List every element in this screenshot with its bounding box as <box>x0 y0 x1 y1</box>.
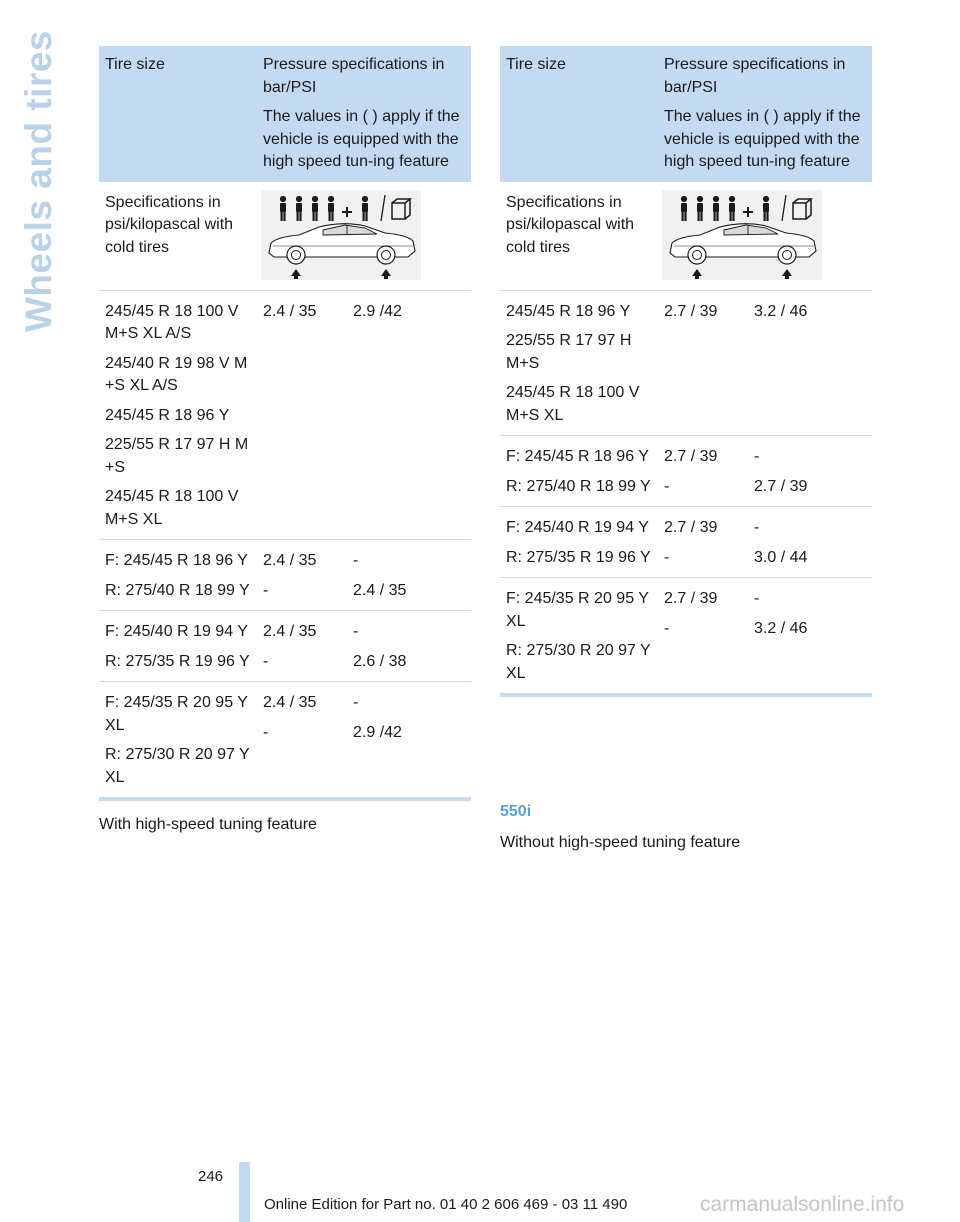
left-caption: With high-speed tuning feature <box>99 816 317 833</box>
tire-size: R: 275/35 R 19 96 Y <box>105 652 250 670</box>
tire-size: R: 275/40 R 18 99 Y <box>506 477 651 495</box>
front-pressure: 2.7 / 39 <box>664 302 718 320</box>
front-pressure: 2.4 / 35 <box>263 302 317 320</box>
pressure-header-note: The values in ( ) apply if the vehicle is equipped with the high speed tun-ing feature <box>664 108 861 170</box>
rear-pressure: 2.9 /42 <box>353 723 402 741</box>
model-subheading: 550i <box>500 803 532 820</box>
rear-pressure: - <box>353 694 359 711</box>
right-caption: Without high-speed tuning feature <box>500 834 741 851</box>
pressure-header-note: The values in ( ) apply if the vehicle is equipped with the high speed tun-ing feature <box>263 108 460 170</box>
table-row <box>99 290 471 540</box>
tire-size: 245/45 R 18 96 Y <box>105 406 230 424</box>
front-pressure: - <box>263 652 269 670</box>
right-pressure-table <box>500 46 872 697</box>
table-header-row <box>500 46 872 182</box>
front-pressure: - <box>664 619 670 637</box>
rear-pressure: 2.6 / 38 <box>353 652 407 670</box>
rear-pressure: 2.9 /42 <box>353 302 402 320</box>
rear-pressure: - <box>353 552 359 569</box>
watermark: carmanualsonline.info <box>700 1193 905 1216</box>
pressure-header-text: Pressure specifications in bar/PSI <box>263 56 445 96</box>
front-pressure: - <box>263 723 269 741</box>
table-row <box>99 682 471 800</box>
left-pressure-table <box>99 46 471 801</box>
table-row <box>500 578 872 696</box>
table-header-row <box>99 46 471 182</box>
tire-size: R: 275/40 R 18 99 Y <box>105 581 250 599</box>
front-pressure: - <box>664 477 670 495</box>
rear-pressure: 3.2 / 46 <box>754 619 808 637</box>
tire-size: 245/45 R 18 100 V M+S XL A/S <box>105 302 239 342</box>
pressure-header <box>257 46 471 182</box>
tire-size: F: 245/35 R 20 95 Y XL <box>506 590 649 630</box>
tire-size: 245/40 R 19 98 V M +S XL A/S <box>105 354 248 394</box>
tire-size: F: 245/45 R 18 96 Y <box>506 448 649 465</box>
front-pressure: 2.7 / 39 <box>664 590 718 607</box>
load-pictogram <box>257 182 471 291</box>
rear-pressure: 3.2 / 46 <box>754 302 808 320</box>
tire-size: R: 275/30 R 20 97 Y XL <box>105 746 250 786</box>
table-row <box>500 436 872 507</box>
front-pressure: - <box>263 581 269 599</box>
footer-accent-bar <box>239 1162 250 1222</box>
rear-pressure: - <box>754 519 760 536</box>
pressure-header-text: Pressure specifications in bar/PSI <box>664 56 846 96</box>
tire-size-header-text: Tire size <box>506 56 566 73</box>
load-pictogram <box>658 182 872 291</box>
rear-pressure: 3.0 / 44 <box>754 548 808 566</box>
tire-size: 245/45 R 18 100 V M+S XL <box>105 488 239 528</box>
table-row <box>99 611 471 682</box>
front-pressure: 2.4 / 35 <box>263 552 317 569</box>
tire-size: 225/55 R 17 97 H M+S <box>506 332 632 372</box>
table-row <box>500 290 872 436</box>
tire-size: F: 245/40 R 19 94 Y <box>105 623 248 640</box>
rear-pressure: 2.7 / 39 <box>754 477 808 495</box>
page-number: 246 <box>198 1168 224 1185</box>
table-row <box>99 182 471 291</box>
tire-size: F: 245/45 R 18 96 Y <box>105 552 248 569</box>
side-chapter-title <box>10 30 68 360</box>
footer-edition-text: Online Edition for Part no. 01 40 2 606 469 - 03 11 490 <box>264 1196 628 1213</box>
rear-pressure: - <box>754 590 760 607</box>
tire-size: 245/45 R 18 100 V M+S XL <box>506 384 640 424</box>
tire-size-header <box>99 46 257 182</box>
table-row <box>500 507 872 578</box>
tire-size-header-text: Tire size <box>105 56 165 73</box>
front-pressure: - <box>664 548 670 566</box>
tire-size: R: 275/30 R 20 97 Y XL <box>506 642 651 682</box>
front-pressure: 2.7 / 39 <box>664 448 718 465</box>
tire-size: R: 275/35 R 19 96 Y <box>506 548 651 566</box>
front-pressure: 2.4 / 35 <box>263 623 317 640</box>
tire-size: 225/55 R 17 97 H M +S <box>105 436 249 476</box>
side-chapter-title-text: Wheels and tires <box>18 30 59 333</box>
cold-tires-label: Specifications in psi/kilopascal with cold tires <box>105 193 234 256</box>
rear-pressure: - <box>754 448 760 465</box>
car-load-illustration <box>662 190 822 280</box>
table-row <box>99 540 471 611</box>
tire-size: 245/45 R 18 96 Y <box>506 302 631 320</box>
table-row <box>500 182 872 291</box>
tire-size: F: 245/35 R 20 95 Y XL <box>105 694 248 734</box>
tire-size: F: 245/40 R 19 94 Y <box>506 519 649 536</box>
tire-size-header <box>500 46 658 182</box>
rear-pressure: 2.4 / 35 <box>353 581 407 599</box>
car-load-illustration <box>261 190 421 280</box>
pressure-header <box>658 46 872 182</box>
rear-pressure: - <box>353 623 359 640</box>
front-pressure: 2.7 / 39 <box>664 519 718 536</box>
front-pressure: 2.4 / 35 <box>263 694 317 711</box>
cold-tires-label: Specifications in psi/kilopascal with cold tires <box>506 193 635 256</box>
